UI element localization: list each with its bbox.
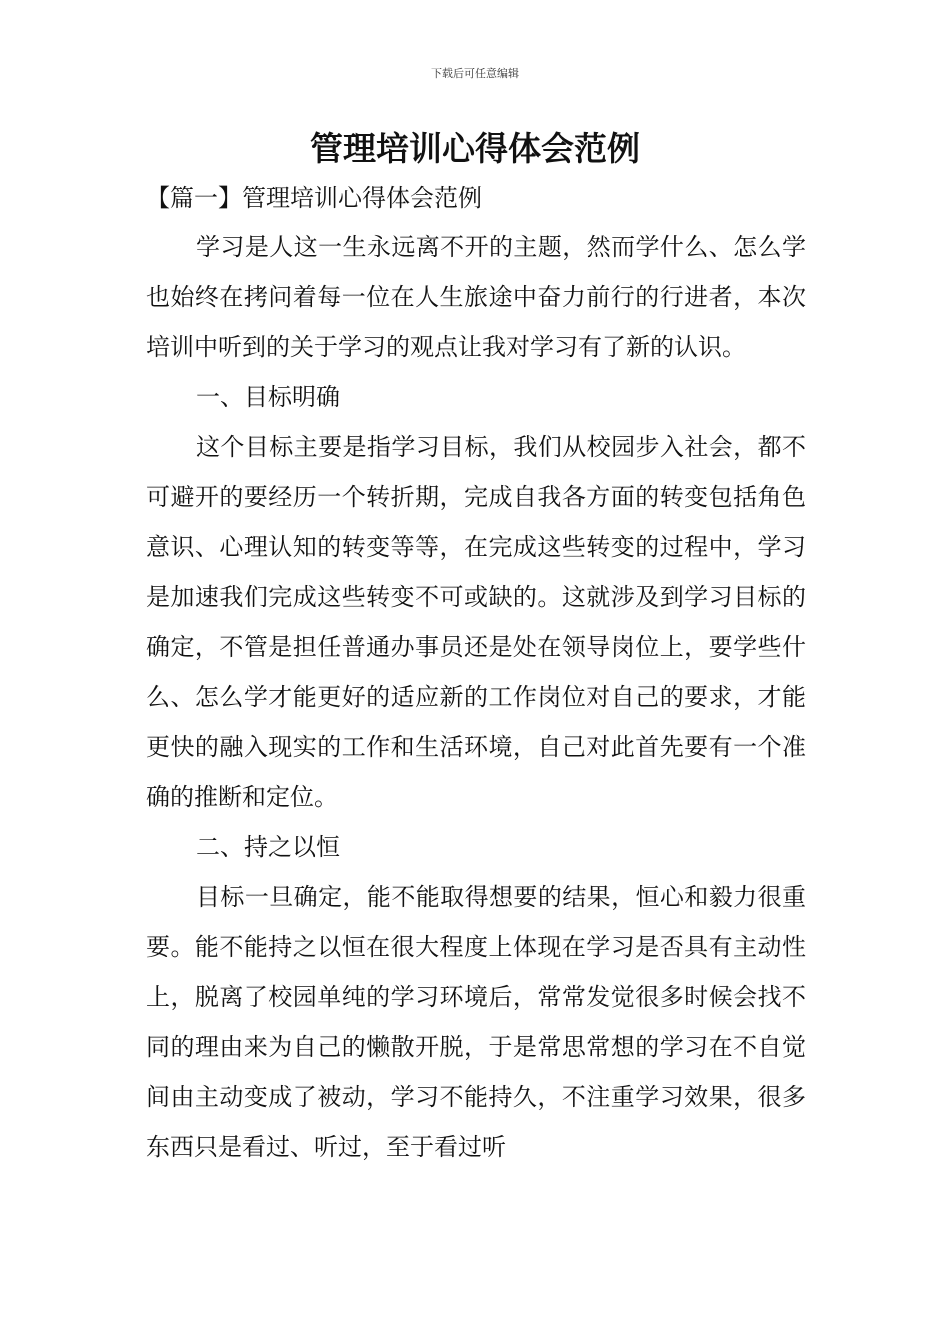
section-label: 【篇一】管理培训心得体会范例 <box>146 184 482 212</box>
goal-paragraph: 这个目标主要是指学习目标，我们从校园步入社会，都不可避开的要经历一个转折期，完成自我各方面的转变包括角色意识、心理认知的转变等等，在完成这些转变的过程中，学习是加速我们完成这些转变不可或缺的。这就涉及到学习目标的确定，不管是担任普通办事员还是处在领导岗位上，要学些什么、怎么学才能更好的适应新的工作岗位对自己的要求，才能更快的融入现实的工作和生活环境，自己对此首先要有一个准确的推断和定位。 <box>146 433 806 811</box>
section-heading-persistence: 二、持之以恒 <box>196 833 340 861</box>
section-heading-goal: 一、目标明确 <box>196 383 340 411</box>
persistence-paragraph: 目标一旦确定，能不能取得想要的结果，恒心和毅力很重要。能不能持之以恒在很大程度上体现在学习是否具有主动性上，脱离了校园单纯的学习环境后，常常发觉很多时候会找不同的理由来为自己的懒散开脱，于是常思常想的学习在不自觉间由主动变成了被动，学习不能持久，不注重学习效果，很多东西只是看过、听过，至于看过听 <box>146 883 806 1161</box>
header-note: 下载后可任意编辑 <box>431 67 519 80</box>
document-title: 管理培训心得体会范例 <box>310 129 640 168</box>
document-body <box>146 222 806 1172</box>
intro-paragraph: 学习是人这一生永远离不开的主题，然而学什么、怎么学也始终在拷问着每一位在人生旅途中奋力前行的行进者，本次培训中听到的关于学习的观点让我对学习有了新的认识。 <box>146 233 806 361</box>
